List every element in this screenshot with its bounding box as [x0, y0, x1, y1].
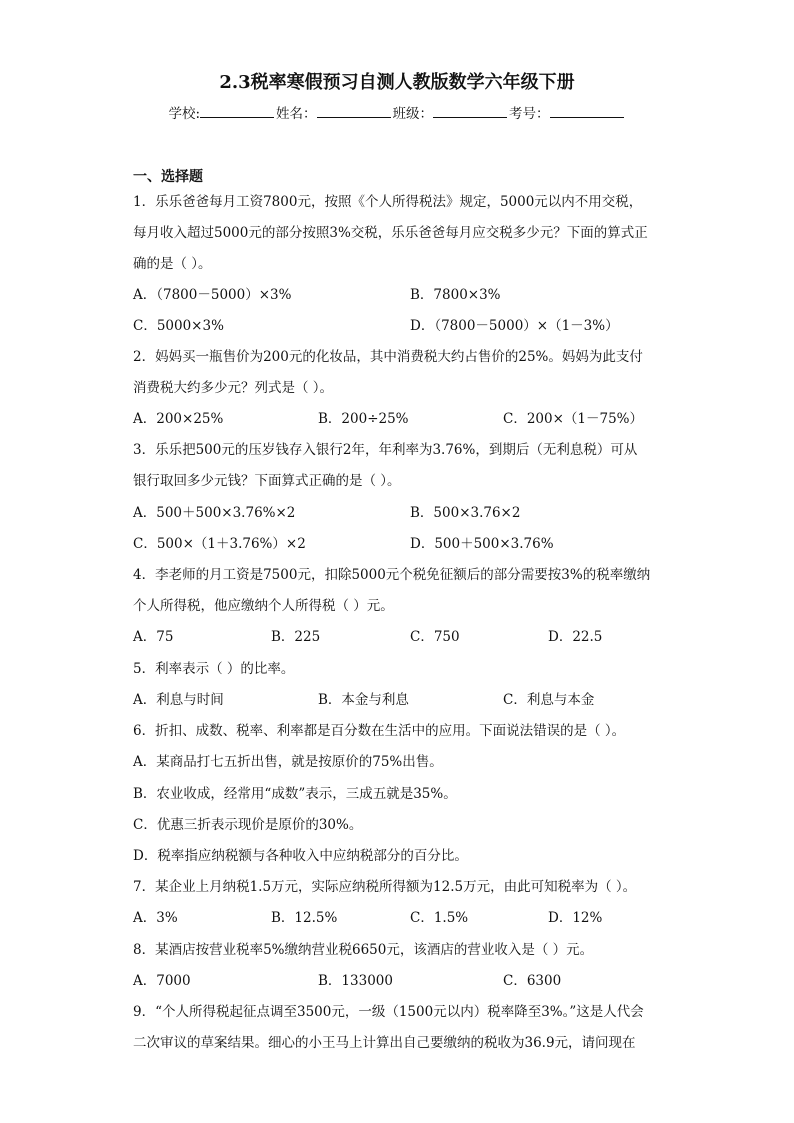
question-6-line-1: 6．折扣、成数、税率、利率都是百分数在生活中的应用。下面说法错误的是（ ）。	[133, 723, 626, 739]
question-3-line-1: 3．乐乐把500元的压岁钱存入银行2年，年利率为3.76%，到期后（无利息税）可从	[133, 442, 638, 458]
question-2-line-2: 消费税大约多少元？列式是（ ）。	[133, 380, 334, 396]
question-8-option-c: C．6300	[503, 973, 562, 989]
question-1-option-b: B．7800×3%	[410, 287, 501, 303]
question-6-option-b: B．农业收成，经常用“成数”表示，三成五就是35%。	[133, 786, 457, 802]
question-4-option-b: B．225	[271, 629, 321, 645]
question-8-line-1: 8．某酒店按营业税率5%缴纳营业税6650元，该酒店的营业收入是（ ）元。	[133, 942, 594, 958]
question-3-option-b: B．500×3.76×2	[410, 505, 521, 521]
question-1-line-2: 每月收入超过5000元的部分按照3%交税，乐乐爸爸每月应交税多少元？下面的算式正	[133, 225, 648, 241]
question-2-option-b: B．200÷25%	[318, 411, 409, 427]
exam-number-blank	[550, 104, 624, 118]
question-1-line-3: 确的是（ ）。	[133, 256, 212, 272]
question-3-option-a: A．500＋500×3.76%×2	[133, 505, 296, 521]
question-3-line-2: 银行取回多少元钱？下面算式正确的是（ ）。	[133, 473, 401, 489]
question-9-line-1: 9．“个人所得税起征点调至3500元，一级（1500元以内）税率降至3%。”这是人代会	[133, 1004, 644, 1020]
question-4-option-d: D．22.5	[548, 629, 603, 645]
question-8-option-b: B．133000	[318, 973, 393, 989]
question-5-option-b: B．本金与利息	[318, 692, 409, 708]
exam-number-label: 考号：	[509, 106, 550, 122]
question-7-line-1: 7．某企业上月纳税1.5万元，实际应纳税所得额为12.5万元，由此可知税率为（ ）。	[133, 879, 637, 895]
question-1-option-c: C．5000×3%	[133, 318, 224, 334]
question-4-line-1: 4．李老师的月工资是7500元，扣除5000元个税免征额后的部分需要按3%的税率缴纳	[133, 567, 651, 583]
question-4-option-c: C．750	[410, 629, 460, 645]
page-title: 2.3税率寒假预习自测人教版数学六年级下册	[219, 72, 575, 93]
question-6-option-c: C．优惠三折表示现价是原价的30%。	[133, 817, 363, 833]
question-2-option-c: C．200×（1－75%）	[503, 411, 644, 427]
question-6-option-a: A．某商品打七五折出售，就是按原价的75%出售。	[133, 754, 443, 770]
question-5-option-c: C．利息与本金	[503, 692, 595, 708]
question-6-option-d: D．税率指应纳税额与各种收入中应纳税部分的百分比。	[133, 848, 468, 864]
name-blank	[317, 104, 391, 118]
school-label: 学校:	[168, 106, 201, 122]
question-5-line-1: 5．利率表示（ ）的比率。	[133, 661, 295, 677]
question-4-line-2: 个人所得税，他应缴纳个人所得税（ ）元。	[133, 598, 394, 614]
question-7-option-b: B．12.5%	[271, 910, 338, 926]
question-7-option-a: A．3%	[133, 910, 178, 926]
class-label: 班级：	[392, 106, 434, 122]
question-7-option-c: C．1.5%	[410, 910, 469, 926]
question-5-option-a: A．利息与时间	[133, 692, 224, 708]
question-8-option-a: A．7000	[133, 973, 191, 989]
school-blank	[200, 104, 274, 118]
question-2-option-a: A．200×25%	[133, 411, 224, 427]
name-label: 姓名：	[276, 106, 317, 122]
question-1-line-1: 1．乐乐爸爸每月工资7800元，按照《个人所得税法》规定，5000元以内不用交税，	[133, 194, 643, 210]
question-4-option-a: A．75	[133, 629, 174, 645]
question-3-option-c: C．500×（1＋3.76%）×2	[133, 536, 306, 552]
question-2-line-1: 2．妈妈买一瓶售价为200元的化妆品，其中消费税大约占售价的25%。妈妈为此支付	[133, 349, 643, 365]
student-info-row	[0, 102, 794, 122]
question-7-option-d: D．12%	[548, 910, 603, 926]
question-1-option-a: A．（7800－5000）×3%	[133, 287, 292, 303]
question-1-option-d: D．（7800－5000）×（1－3%）	[410, 318, 619, 334]
class-blank	[433, 104, 507, 118]
question-3-option-d: D．500＋500×3.76%	[410, 536, 554, 552]
question-9-line-2: 二次审议的草案结果。细心的小王马上计算出自己要缴纳的税收为36.9元，请问现在	[133, 1035, 636, 1051]
section-heading: 一、选择题	[133, 169, 203, 185]
